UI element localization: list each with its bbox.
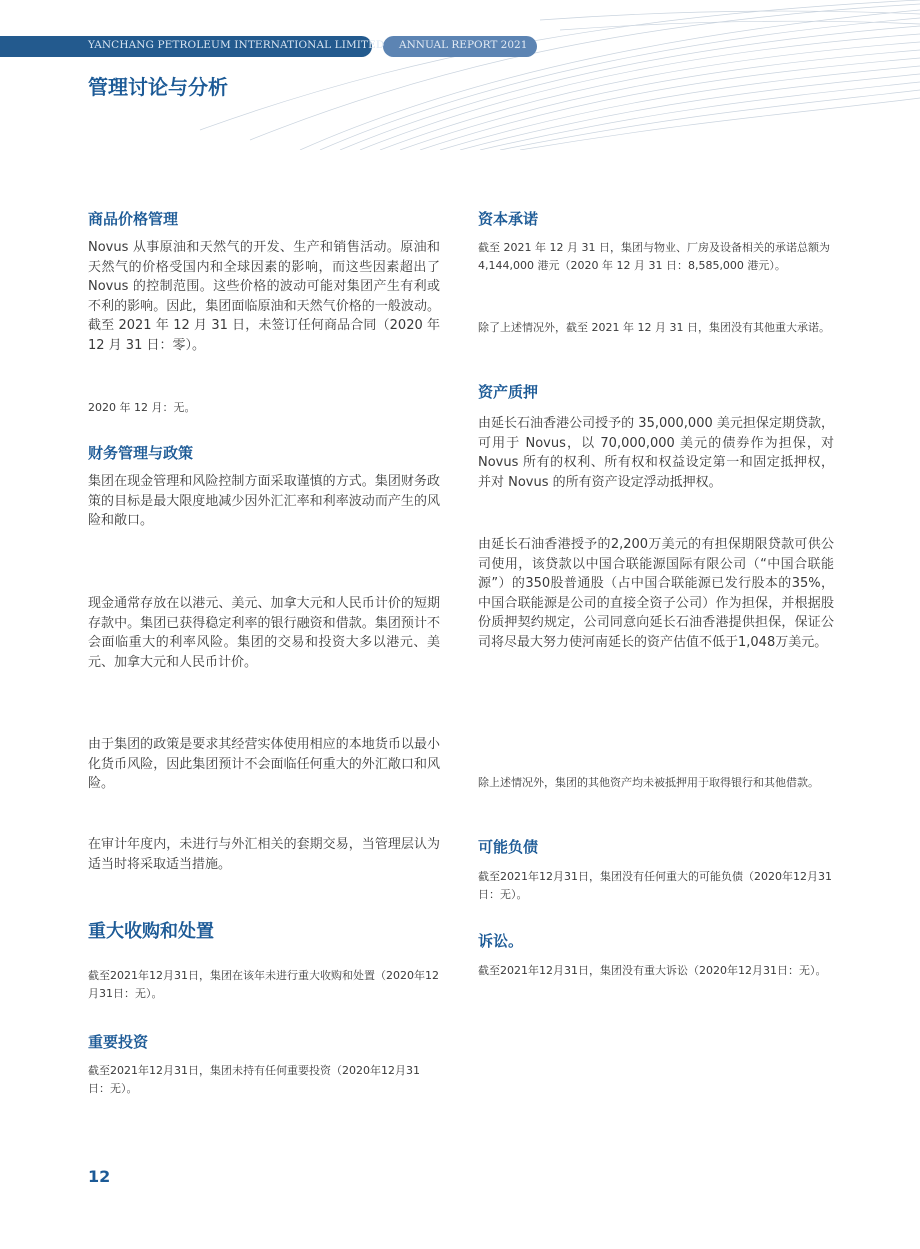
heading-asset-pledge: 资产质押 [478,383,539,401]
paragraph-acquisition-disposal: 截至2021年12月31日，集团在该年未进行重大收购和处置（2020年12月31日：无）。 [88,969,439,1000]
paragraph-commodity-price: Novus 从事原油和天然气的开发、生产和销售活动。原油和天然气的价格受国内和全球因素的影响，而这些因素超出了 Novus 的控制范围。这些价格的波动可能对集团产生有利或不利的影响。因此，集团面临原油和天然气价格的一般波动。截至 2021 年 12 月 31 日，未签订任何商品合同（2020 年 12 月 31 日：零）。 [88,240,440,353]
header-company-name: YANCHANG PETROLEUM INTERNATIONAL LIMITED [88,39,385,51]
header-report-label: ANNUAL REPORT 2021 [399,39,528,51]
paragraph-finance-3: 由于集团的政策是要求其经营实体使用相应的本地货币以最小化货币风险，因此集团预计不会面临任何重大的外汇敞口和风险。 [88,737,440,791]
heading-financial-management: 财务管理与政策 [88,444,194,462]
heading-acquisition-disposal: 重大收购和处置 [88,921,214,942]
paragraph-capital-1: 截至 2021 年 12 月 31 日，集团与物业、厂房及设备相关的承诺总额为 4,144,000 港元（2020 年 12 月 31 日：8,585,000 港元）。 [478,241,830,272]
heading-capital-commitments: 资本承诺 [478,210,539,228]
paragraph-pledge-3: 除上述情况外，集团的其他资产均未被抵押用于取得银行和其他借款。 [478,776,819,789]
note-commodity-2020: 2020 年 12 月：无。 [88,401,196,414]
paragraph-finance-4: 在审计年度内，未进行与外汇相关的套期交易，当管理层认为适当时将采取适当措施。 [88,837,440,872]
paragraph-pledge-1: 由延长石油香港公司授予的 35,000,000 美元担保定期贷款，可用于 Novus，以 70,000,000 美元的债券作为担保，对 Novus 所有的权利、所有权和权益设定第一和固定抵押权，并对 Novus 的所有资产设定浮动抵押权。 [478,416,834,490]
heading-contingent-liabilities: 可能负债 [478,838,539,856]
heading-significant-investment: 重要投资 [88,1033,149,1051]
paragraph-finance-1: 集团在现金管理和风险控制方面采取谨慎的方式。集团财务政策的目标是最大限度地减少因外汇汇率和利率波动而产生的风险和敞口。 [88,474,440,528]
paragraph-significant-investment: 截至2021年12月31日，集团未持有任何重要投资（2020年12月31日：无）。 [88,1064,420,1095]
paragraph-capital-2: 除了上述情况外，截至 2021 年 12 月 31 日，集团没有其他重大承诺。 [478,321,830,334]
paragraph-finance-2: 现金通常存放在以港元、美元、加拿大元和人民币计价的短期存款中。集团已获得稳定利率的银行融资和借款。集团预计不会面临重大的利率风险。集团的交易和投资大多以港元、美元、加拿大元和人民币计价。 [88,596,440,670]
heading-litigation: 诉讼。 [478,932,524,950]
page-title: 管理讨论与分析 [88,75,228,99]
heading-commodity-price: 商品价格管理 [88,210,179,228]
page-number: 12 [88,1167,111,1186]
paragraph-litigation: 截至2021年12月31日，集团没有重大诉讼（2020年12月31日：无）。 [478,964,827,977]
paragraph-contingent-liabilities: 截至2021年12月31日，集团没有任何重大的可能负债（2020年12月31日：无）。 [478,870,832,901]
paragraph-pledge-2: 由延长石油香港授予的2,200万美元的有担保期限贷款可供公司使用，该贷款以中国合联能源国际有限公司（“中国合联能源”）的350股普通股（占中国合联能源已发行股本的35%，中国合联能源是公司的直接全资子公司）作为担保，并根据股份质押契约规定，公司同意向延长石油香港提供担保，保证公司将尽最大努力使河南延长的资产估值不低于1,048万美元。 [478,537,834,650]
